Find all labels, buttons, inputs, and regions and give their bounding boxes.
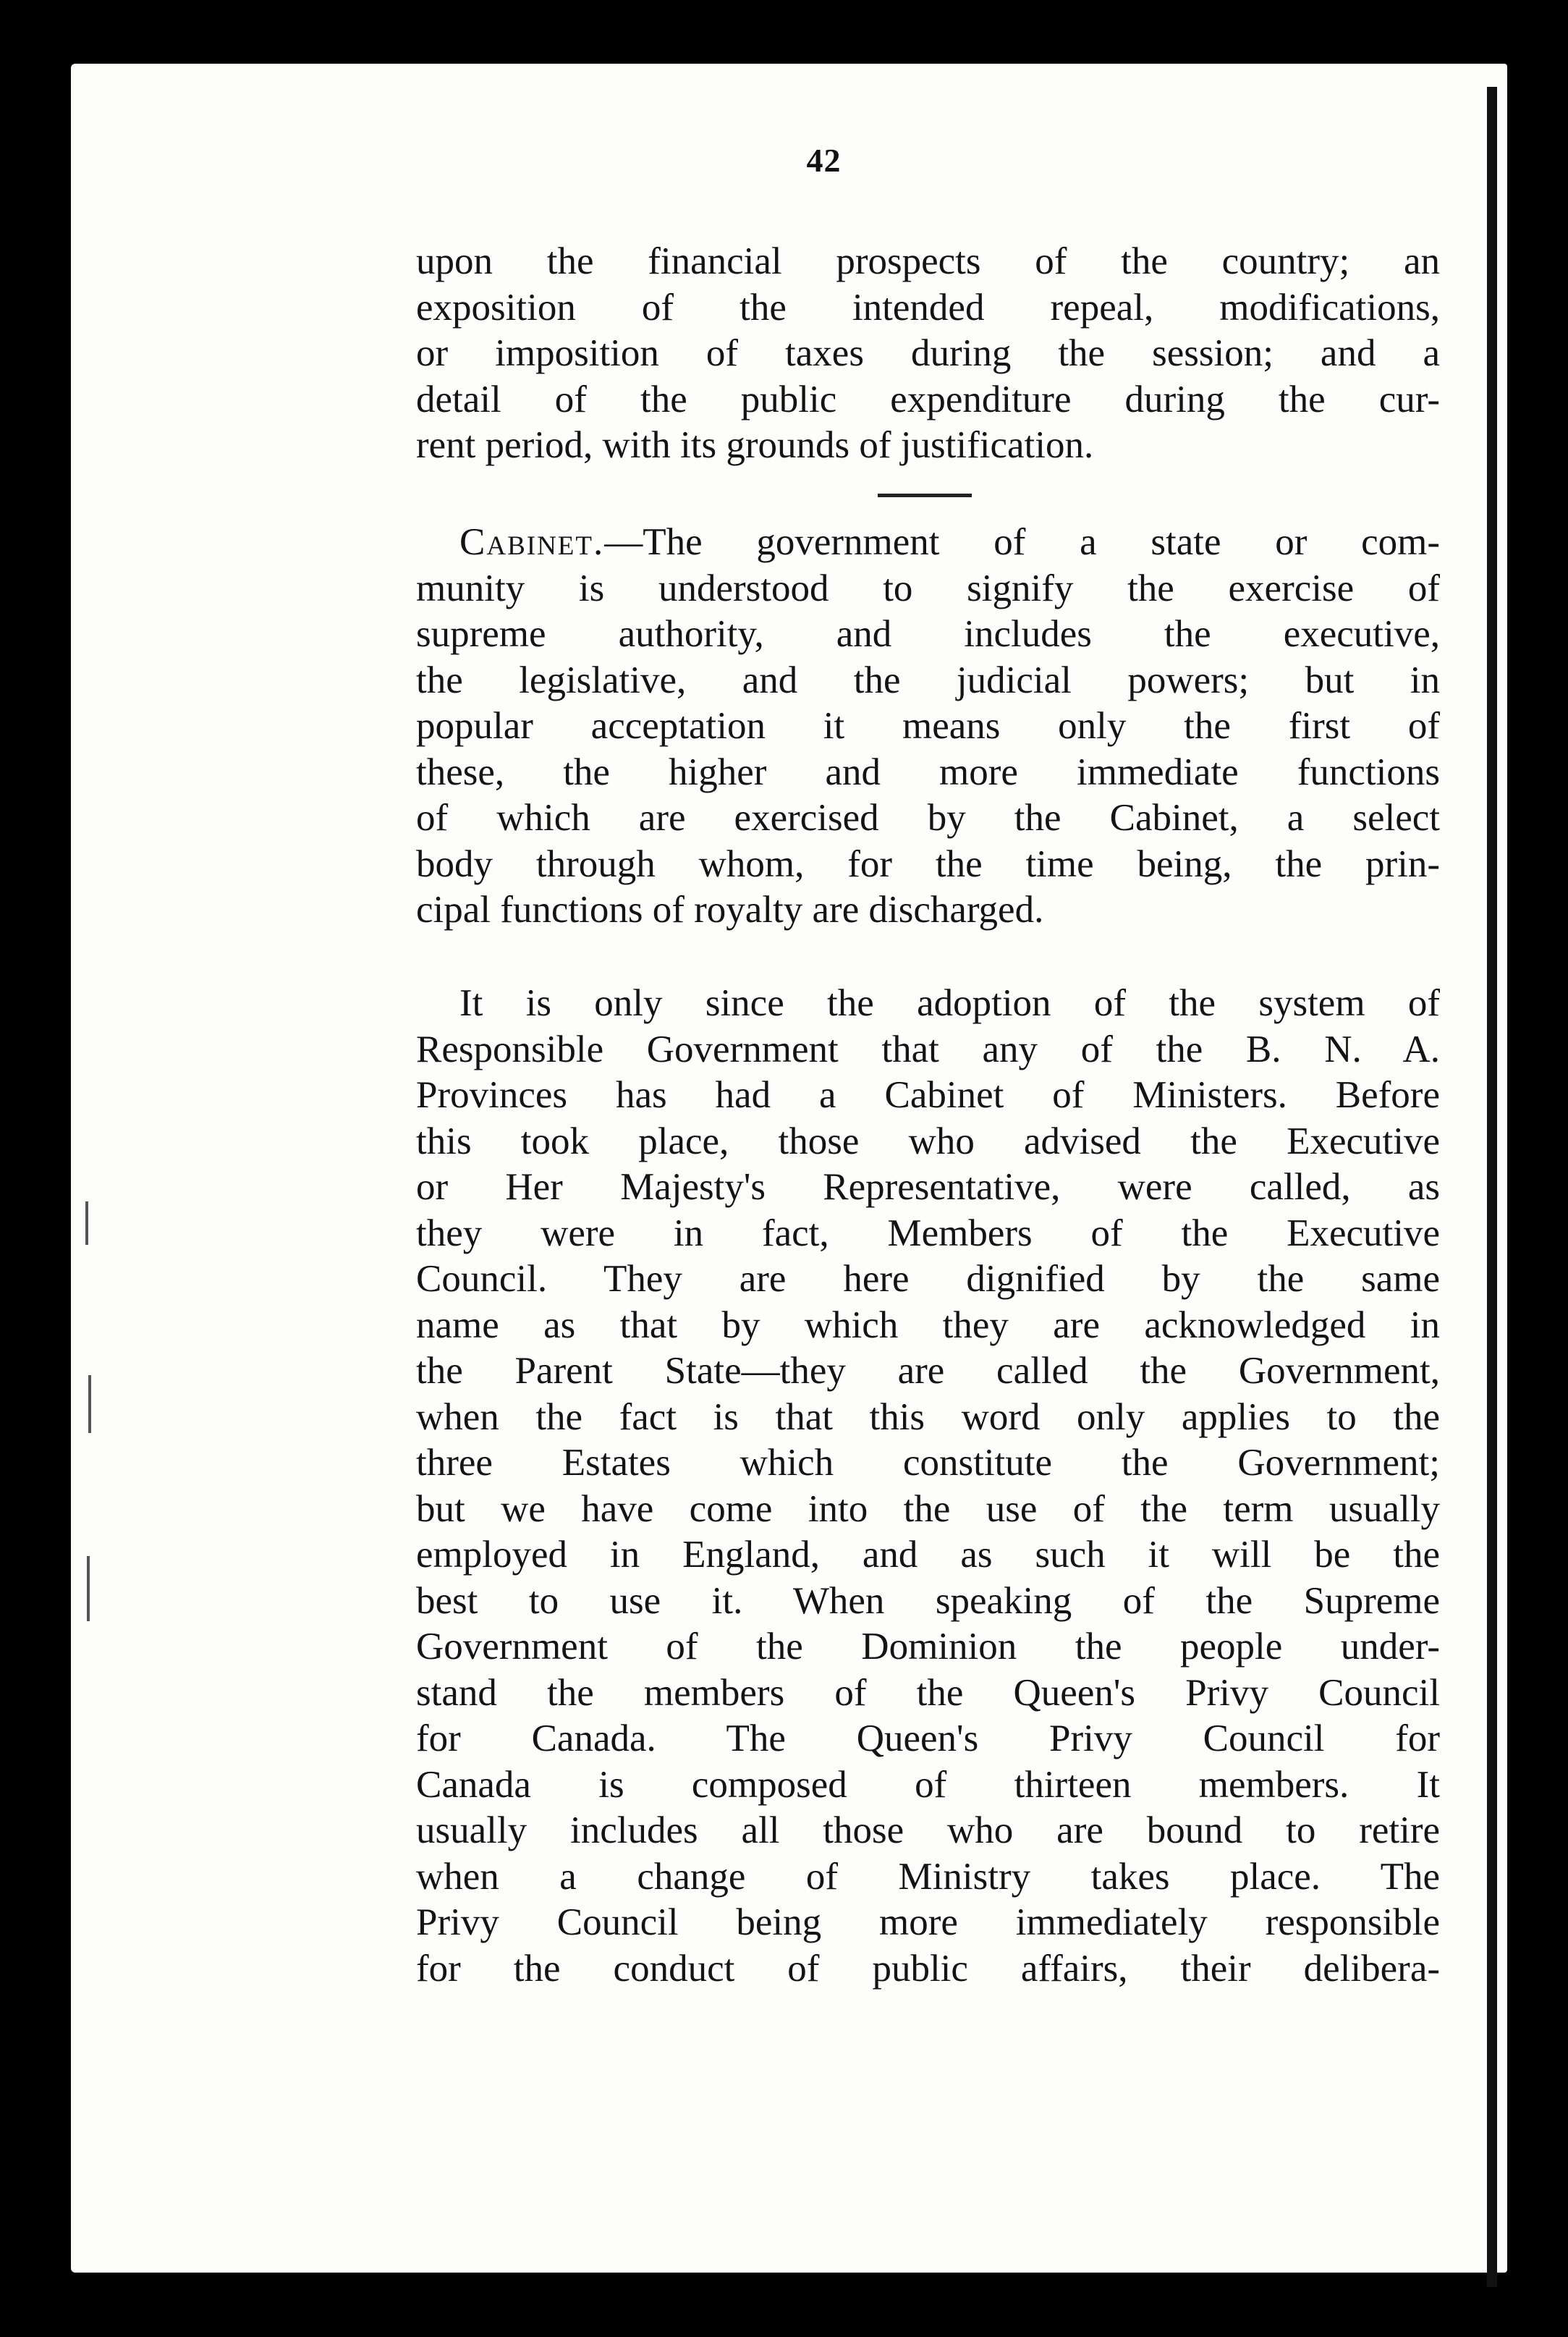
text-line: this took place, those who advised the Executive xyxy=(416,1120,1440,1162)
text-line: the legislative, and the judicial powers; but in xyxy=(416,659,1440,701)
text-line: usually includes all those who are bound to retire xyxy=(416,1809,1440,1851)
text-line: body through whom, for the time being, the prin- xyxy=(416,842,1440,885)
text-line: these, the higher and more immediate functions xyxy=(416,751,1440,793)
text-line: three Estates which constitute the Government; xyxy=(416,1442,1440,1484)
text-line: Government of the Dominion the people under- xyxy=(416,1626,1440,1668)
text-line: for the conduct of public affairs, their delibera- xyxy=(416,1947,1440,1990)
text-line: they were in fact, Members of the Executive xyxy=(416,1212,1440,1254)
scan-speck xyxy=(87,1556,90,1621)
scan-speck xyxy=(88,1375,91,1433)
text-line: munity is understood to signify the exercise of xyxy=(416,567,1440,609)
text-line: Provinces has had a Cabinet of Ministers. Before xyxy=(416,1074,1440,1116)
text-line: but we have come into the use of the term usually xyxy=(416,1487,1440,1530)
text-line: exposition of the intended repeal, modifications, xyxy=(416,286,1440,329)
text-line: upon the financial prospects of the country; an xyxy=(416,240,1440,282)
text-line: Responsible Government that any of the B. N. A. xyxy=(416,1028,1440,1070)
text-line: best to use it. When speaking of the Supreme xyxy=(416,1579,1440,1622)
text-line: of which are exercised by the Cabinet, a select xyxy=(416,797,1440,839)
text-line: It is only since the adoption of the system of xyxy=(459,982,1440,1024)
text-line-with-heading xyxy=(416,520,1440,566)
section-divider xyxy=(878,494,972,497)
text-line: name as that by which they are acknowledged in xyxy=(416,1303,1440,1346)
scan-border-right xyxy=(1509,109,1559,2280)
text-line: rent period, with its grounds of justification. xyxy=(416,424,1094,466)
page-number: 42 xyxy=(806,142,842,179)
text-line: popular acceptation it means only the first of xyxy=(416,705,1440,747)
scan-speck xyxy=(85,1201,88,1245)
text-line: the Parent State—they are called the Government, xyxy=(416,1350,1440,1392)
text-line: cipal functions of royalty are discharged. xyxy=(416,889,1044,931)
paragraph-cabinet xyxy=(416,520,1440,934)
text-line: or Her Majesty's Representative, were called, as xyxy=(416,1166,1440,1208)
text-line: Council. They are here dignified by the same xyxy=(416,1258,1440,1300)
text-line: for Canada. The Queen's Privy Council for xyxy=(416,1717,1440,1759)
text-line: or imposition of taxes during the session; and a xyxy=(416,332,1440,374)
text-line: Privy Council being more immediately responsible xyxy=(416,1901,1440,1943)
text-line: supreme authority, and includes the executive, xyxy=(416,613,1440,655)
page-binding-edge xyxy=(1487,87,1497,2287)
text-line: when the fact is that this word only applies to the xyxy=(416,1395,1440,1438)
text-line: detail of the public expenditure during the cur- xyxy=(416,378,1440,421)
section-heading: Cabinet. xyxy=(459,521,605,563)
text-line: stand the members of the Queen's Privy Council xyxy=(416,1671,1440,1714)
text-line: employed in England, and as such it will be the xyxy=(416,1534,1440,1576)
paragraph-responsible-government xyxy=(416,981,1440,1992)
text-line: —The government of a state or com- xyxy=(604,521,1440,563)
text-line: Canada is composed of thirteen members. It xyxy=(416,1763,1440,1806)
paragraph-1 xyxy=(416,239,1440,469)
text-line: when a change of Ministry takes place. The xyxy=(416,1855,1440,1898)
